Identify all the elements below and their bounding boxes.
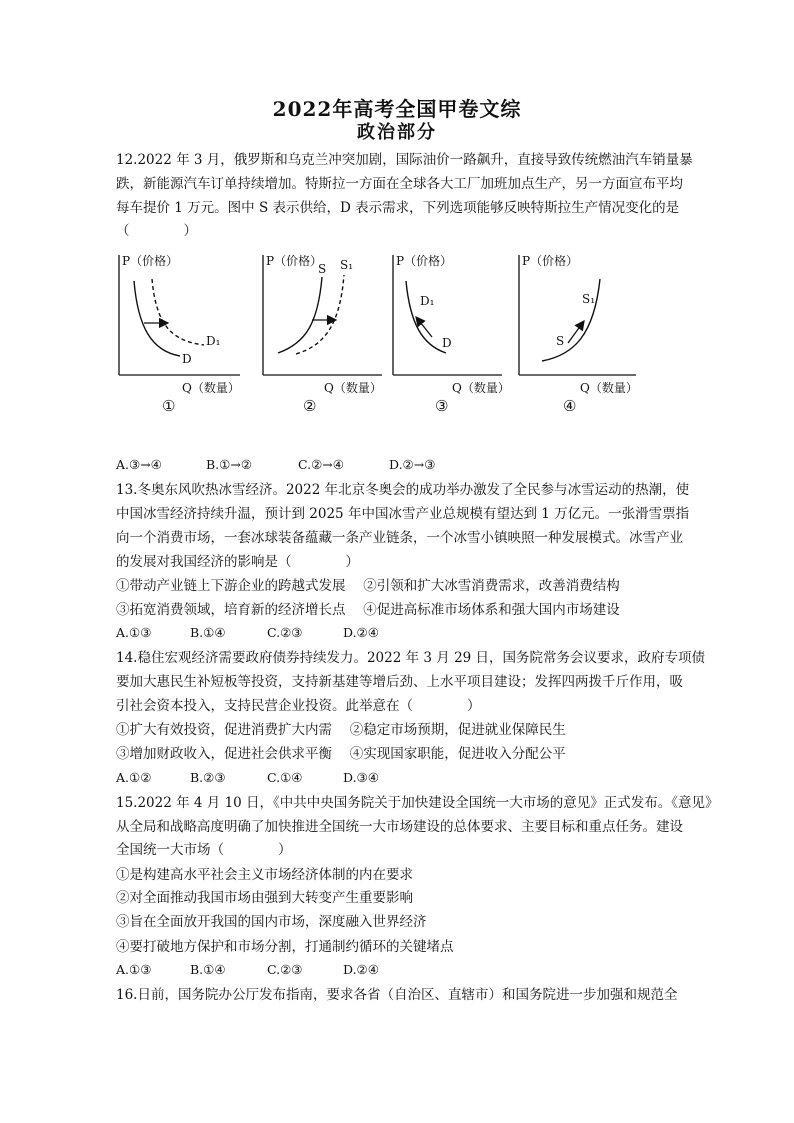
graph-number-4: ④ [563, 397, 577, 415]
q14-line-1: 14.稳住宏观经济需要政府债券持续发力。2022 年 3 月 29 日，国务院常务会议要求，政府专项债 [116, 650, 706, 666]
x-axis-label: Q（数量） [580, 381, 638, 395]
graph-2-svg [256, 253, 388, 395]
y-axis-label: P（价格） [396, 254, 453, 268]
option-a: A.①③ [116, 625, 152, 640]
demand-curve-d1 [152, 279, 204, 345]
q13-line-5: ①带动产业链上下游企业的跨越式发展 ②引领和扩大冰雪消费需求，改善消费结构 [116, 578, 620, 594]
demand-curve [406, 281, 446, 353]
y-axis-label: P（价格） [522, 254, 579, 268]
option-b: B.①④ [190, 625, 226, 640]
graph-3-svg [386, 253, 510, 395]
q15-line-6: ③旨在全面放开我国的国内市场，深度融入世界经济 [116, 914, 427, 930]
q15-line-3: 全国统一大市场（ ） [116, 842, 292, 858]
movement-arrow [416, 317, 432, 337]
q13-line-1: 13.冬奥东风吹热冰雪经济。2022 年北京冬奥会的成功举办激发了全民参与冰雪运动的热潮，使 [116, 482, 690, 498]
graph-1-svg [112, 253, 244, 395]
graph-number-3: ③ [435, 397, 449, 415]
doc-title: 2022年高考全国甲卷文综 [272, 97, 522, 121]
curve-label-s: S [318, 262, 327, 276]
q15-line-1: 15.2022 年 4 月 10 日，《中共中央国务院关于加快建设全国统一大市场的意见》正式发布。《意见》 [116, 795, 719, 811]
graph-4 [512, 253, 640, 395]
q12-line-2: 跌，新能源汽车订单持续增加。特斯拉一方面在全球各大工厂加班加点生产，另一方面宣布平均 [116, 176, 683, 192]
q15-line-5: ②对全面推动我国市场由强到大转变产生重要影响 [116, 890, 413, 906]
q16-line-1: 16.日前，国务院办公厅发布指南，要求各省（自治区、直辖市）和国务院进一步加强和规范全 [116, 987, 678, 1003]
graph-number-1: ① [162, 397, 176, 415]
graph-1 [112, 253, 244, 395]
curve-label-d: D [442, 336, 452, 350]
option-d: D.②④ [343, 625, 379, 640]
option-d: D.②④ [343, 962, 379, 977]
x-axis-label: Q（数量） [182, 381, 240, 395]
q12-line-3: 每车提价 1 万元。图中 S 表示供给，D 表示需求，下列选项能够反映特斯拉生产情况变化的是 [116, 200, 680, 216]
graph-number-2: ② [303, 397, 317, 415]
graph-4-svg [512, 253, 640, 395]
curve-label-s1: S₁ [582, 292, 596, 306]
option-b: B.②③ [190, 770, 226, 785]
q13-line-3: 向一个消费市场，一套冰球装备蕴藏一条产业链条，一个冰雪小镇映照一种发展模式。冰雪产业 [116, 530, 683, 546]
q12-line-4: （ ） [116, 223, 197, 239]
q15-line-4: ①是构建高水平社会主义市场经济体制的内在要求 [116, 867, 413, 883]
q15-line-7: ④要打破地方保护和市场分割，打通制约循环的关键堵点 [116, 939, 454, 955]
option-d: D.③④ [343, 770, 379, 785]
option-d: D.②→③ [389, 457, 436, 472]
x-axis-label: Q（数量） [452, 381, 510, 395]
q12-options [116, 457, 435, 472]
option-c: C.②③ [267, 625, 303, 640]
y-axis-label: P（价格） [266, 254, 323, 268]
graph-3 [386, 253, 510, 395]
supply-curve-s1 [296, 275, 344, 354]
option-b: B.①④ [190, 962, 226, 977]
option-a: A.③→④ [116, 457, 162, 472]
supply-curve-s [278, 277, 322, 353]
doc-subtitle: 政治部分 [357, 122, 437, 143]
q14-options [116, 770, 379, 785]
q13-line-6: ③拓宽消费领域，培育新的经济增长点 ④促进高标准市场体系和强大国内市场建设 [116, 602, 620, 618]
q13-line-2: 中国冰雪经济持续升温，预计到 2025 年中国冰雪产业总规模有望达到 1 万亿元。一张滑雪票指 [116, 506, 690, 522]
q15-line-2: 从全局和战略高度明确了加快推进全国统一大市场建设的总体要求、主要目标和重点任务。建设 [116, 819, 683, 835]
curve-label-d: D [182, 352, 192, 366]
curve-label-s: S [556, 334, 565, 348]
graph-2 [256, 253, 388, 395]
option-c: C.①④ [267, 770, 303, 785]
demand-curve-d [134, 281, 180, 356]
option-a: A.①② [116, 770, 152, 785]
option-b: B.①→② [206, 457, 253, 472]
q12-line-1: 12.2022 年 3 月，俄罗斯和乌克兰冲突加剧，国际油价一路飙升，直接导致传统燃油汽车销量暴 [116, 152, 693, 168]
option-c: C.②→④ [298, 457, 344, 472]
curve-label-s1: S₁ [340, 258, 354, 272]
q14-line-2: 要加大惠民生补短板等投资，支持新基建等增后劲、上水平项目建设；发挥四两拨千斤作用，吸 [116, 674, 683, 690]
q14-line-5: ③增加财政收入，促进社会供求平衡 ④实现国家职能，促进收入分配公平 [116, 746, 566, 762]
curve-label-d1: D₁ [420, 294, 435, 308]
q15-options [116, 962, 379, 977]
q13-line-4: 的发展对我国经济的影响是（ ） [116, 554, 359, 570]
x-axis-label: Q（数量） [324, 381, 382, 395]
option-a: A.①③ [116, 962, 152, 977]
q14-line-4: ①扩大有效投资，促进消费扩大内需 ②稳定市场预期，促进就业保障民生 [116, 722, 566, 738]
movement-arrow [568, 321, 584, 343]
curve-label-d1: D₁ [206, 334, 221, 348]
q14-line-3: 引社会资本投入，支持民营企业投资。此举意在（ ） [116, 698, 481, 714]
q13-options [116, 625, 379, 640]
y-axis-label: P（价格） [122, 254, 179, 268]
option-c: C.②③ [267, 962, 303, 977]
